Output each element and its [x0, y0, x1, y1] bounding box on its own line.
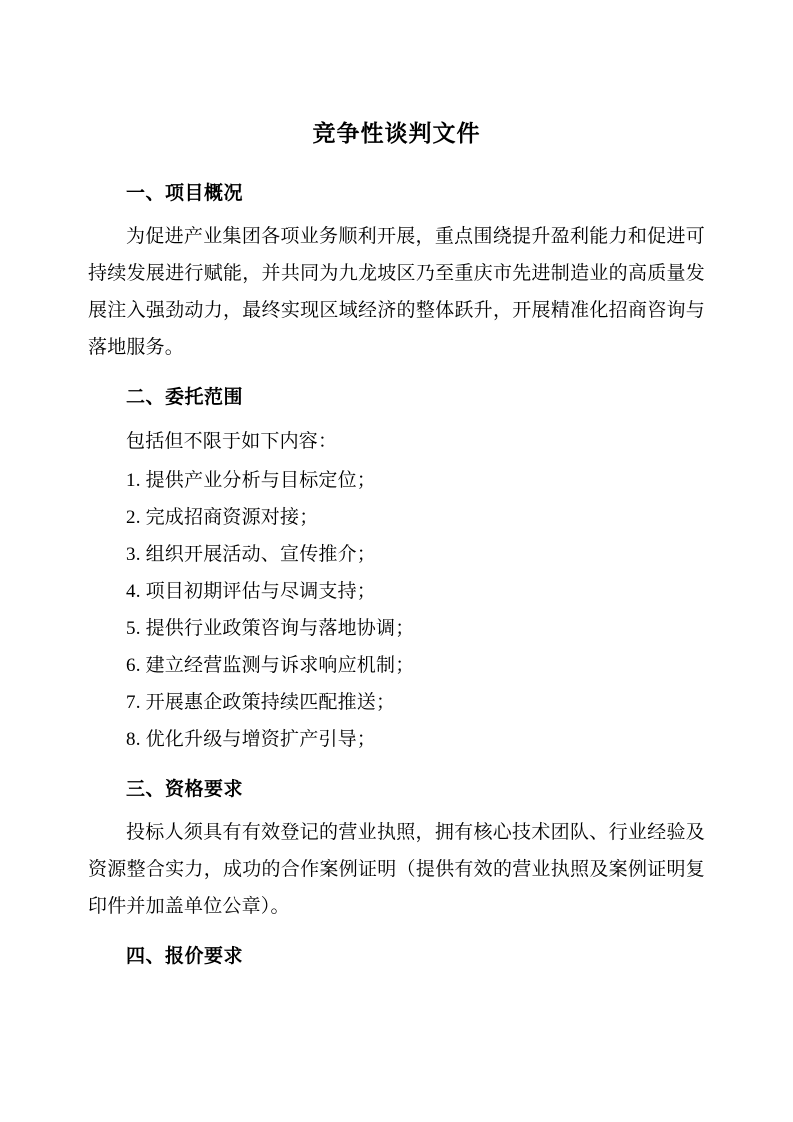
section-paragraph-scope-intro: 包括但不限于如下内容： — [126, 430, 338, 452]
section-heading-qualification-requirements: 三、资格要求 — [126, 778, 244, 800]
list-item: 5. 提供行业政策咨询与落地协调； — [126, 617, 415, 639]
section-heading-scope-of-engagement: 二、委托范围 — [126, 387, 244, 409]
list-item: 6. 建立经营监测与诉求响应机制； — [126, 654, 415, 676]
list-item: 2. 完成招商资源对接； — [126, 506, 319, 528]
list-item: 7. 开展惠企政策持续匹配推送； — [126, 691, 396, 713]
section-heading-quotation-requirements: 四、报价要求 — [126, 946, 244, 968]
scope-list — [88, 462, 705, 758]
list-item: 1. 提供产业分析与目标定位； — [126, 469, 377, 491]
list-item: 3. 组织开展活动、宣传推介； — [126, 543, 377, 565]
page-title: 竞争性谈判文件 — [312, 121, 481, 146]
section-paragraph-qualification-requirements: 投标人须具有有效登记的营业执照，拥有核心技术团队、行业经验及资源整合实力，成功的合作案例证明（提供有效的营业执照及案例证明复印件并加盖单位公章）。 — [88, 822, 705, 918]
list-item: 8. 优化升级与增资扩产引导； — [126, 728, 377, 750]
section-heading-project-overview: 一、项目概况 — [126, 183, 244, 205]
section-paragraph-project-overview: 为促进产业集团各项业务顺利开展，重点围绕提升盈利能力和促进可持续发展进行赋能，并共同为九龙坡区乃至重庆市先进制造业的高质量发展注入强劲动力，最终实现区域经济的整体跃升，开展精准化招商咨询与落地服务。 — [88, 226, 705, 359]
list-item: 4. 项目初期评估与尽调支持； — [126, 580, 377, 602]
